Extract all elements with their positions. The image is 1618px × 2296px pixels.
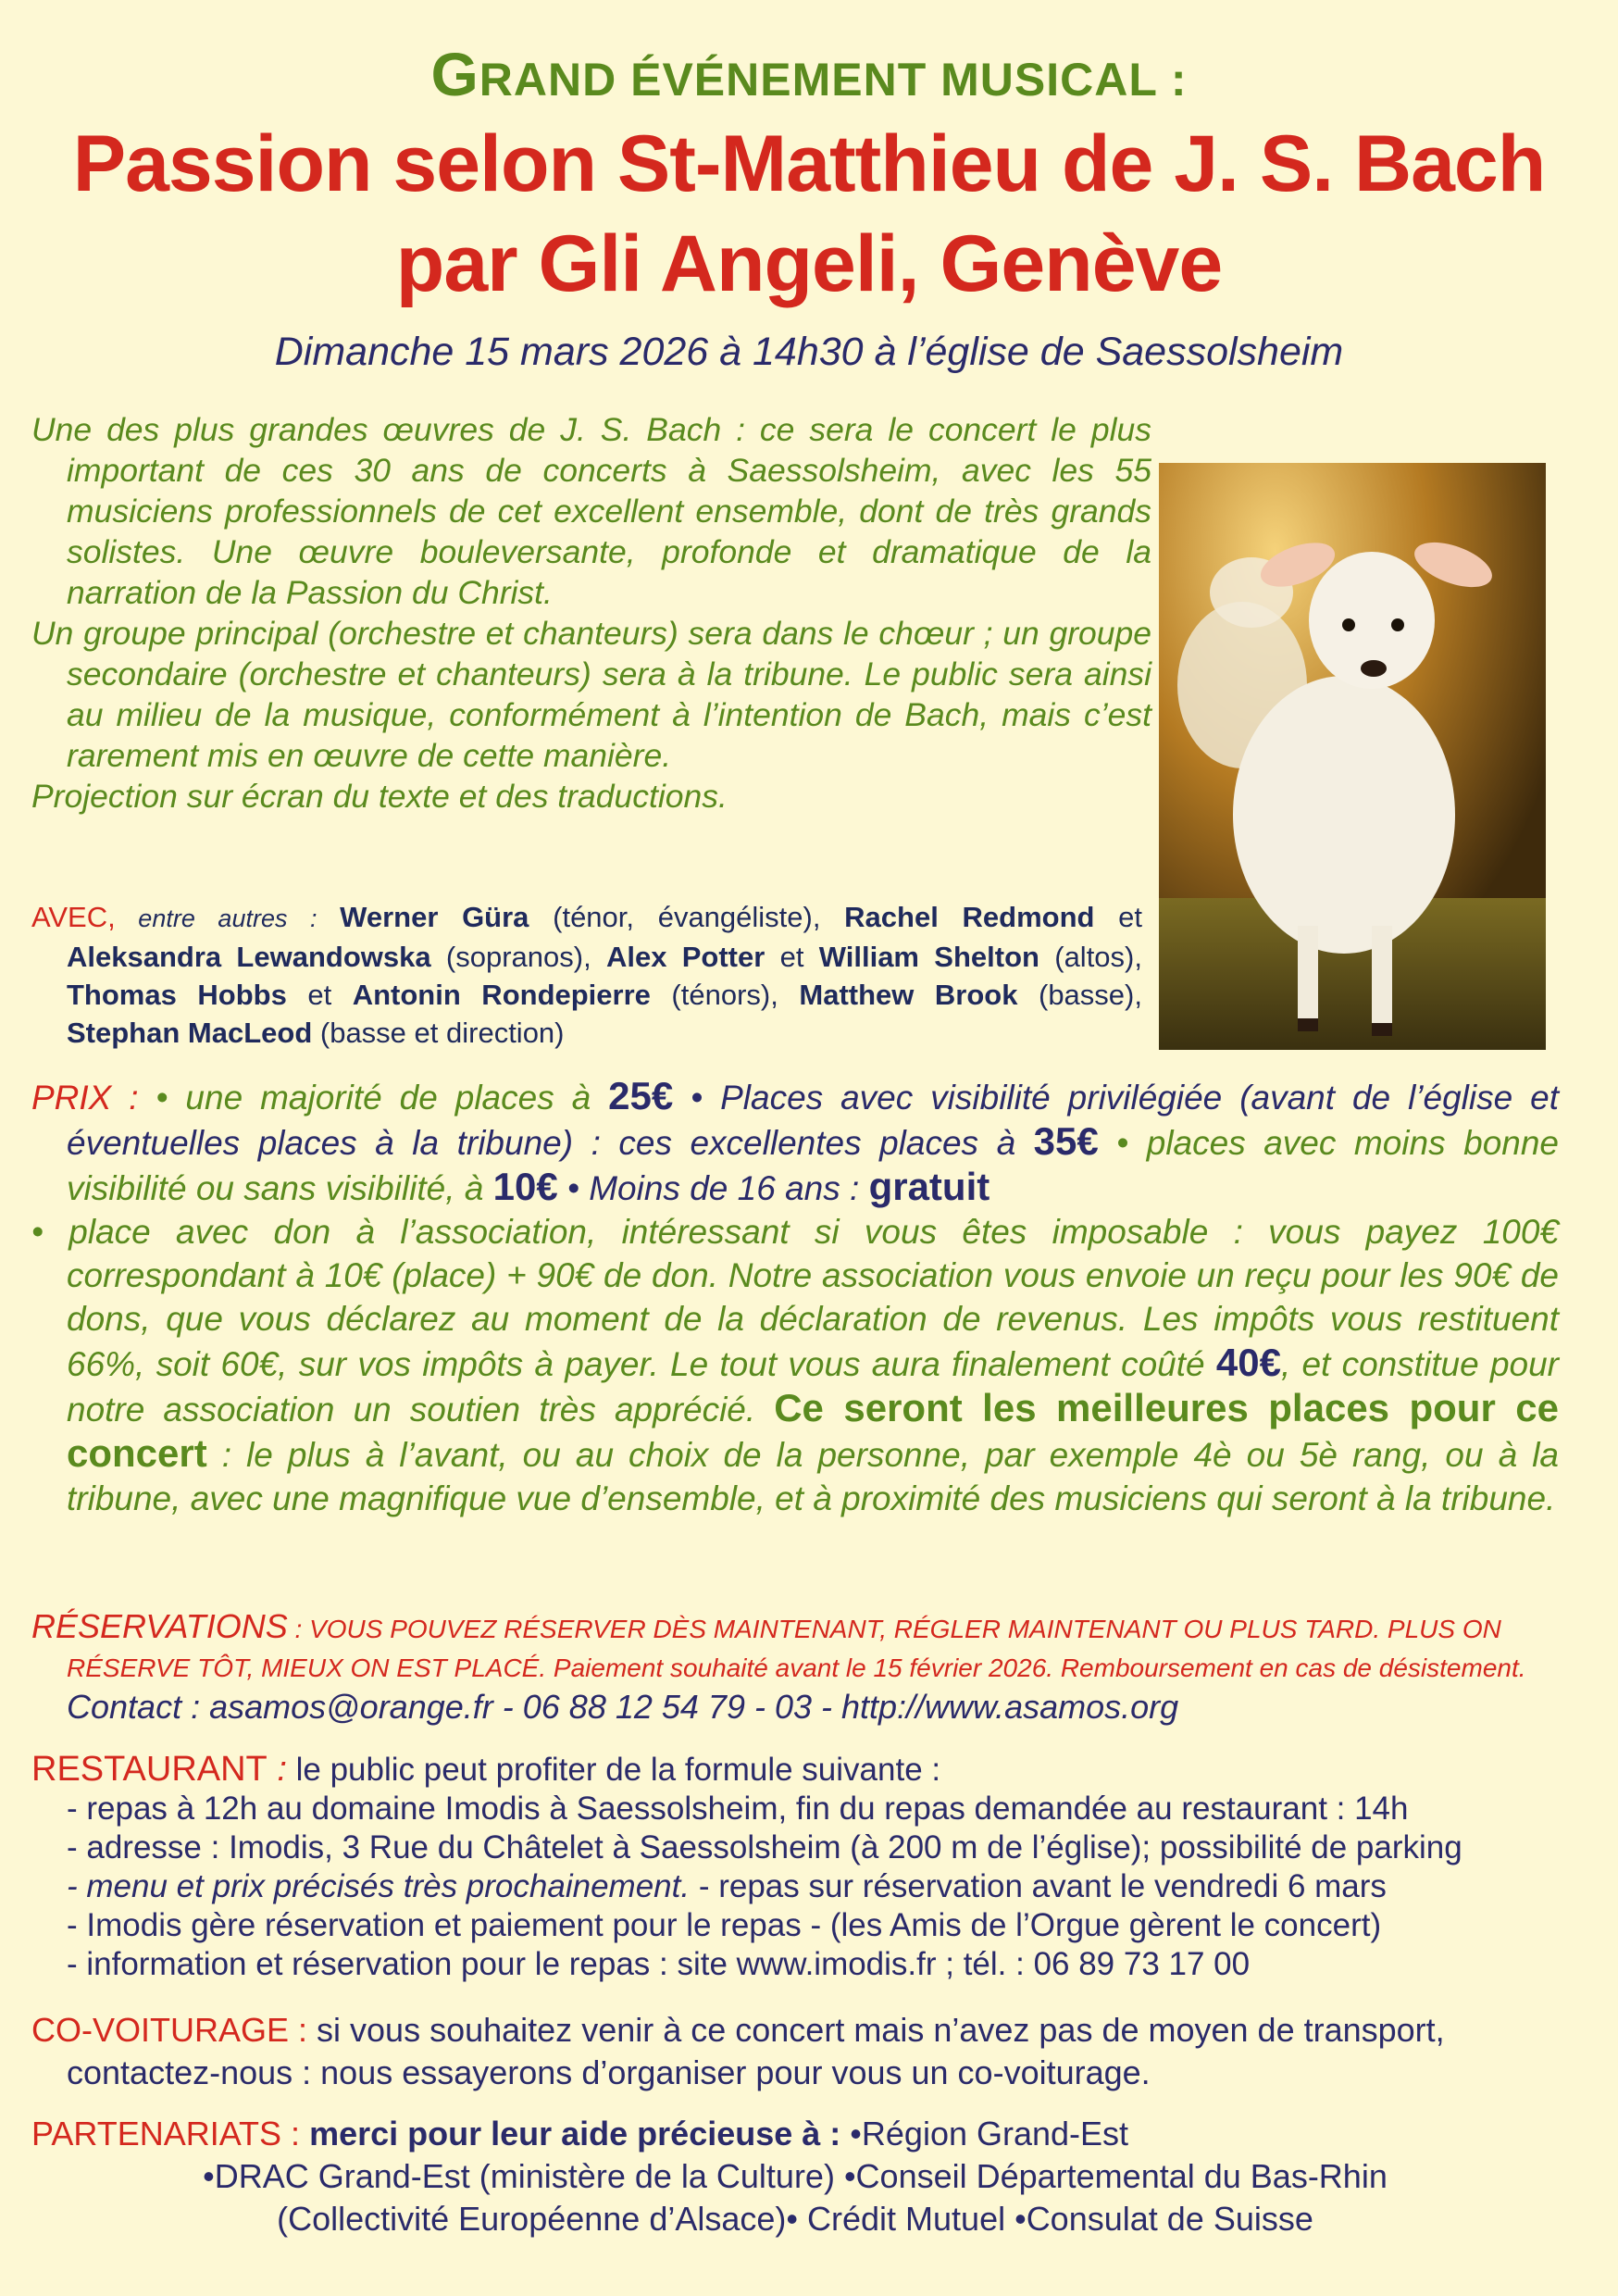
- list-item: - repas à 12h au domaine Imodis à Saessolsheim, fin du repas demandée au restaurant : 14h: [67, 1791, 1409, 1827]
- intro-paragraph: Projection sur écran du texte et des traductions.: [31, 778, 728, 815]
- event-kicker: GRAND ÉVÉNEMENT MUSICAL :: [430, 40, 1188, 108]
- prix-section: PRIX : • une majorité de places à 25€ • Places avec visibilité privilégiée (avant de l’église et éventuelles places à la tribune) : ces excellentes places à 35€ • places avec moins bonne visibilité ou sans visibilité, à 10€ • Moins de 16 ans : gratuit • place avec don à l’association, intéressant si vous êtes imposable : vous payez 100€ correspondant à 10€ (place) + 90€ de don. Notre association vous envoie un reçu pour les 90€ de dons, que vous déclarez au moment de la déclaration de revenus. Les impôts vous restituent 66%, soit 60€, sur vos impôts à payer. Le tout vous aura finalement coûté 40€, et constitue pour notre association un soutien très apprécié. Ce seront les meilleures places pour ce concert : le plus à l’avant, ou au choix de la personne, par exemple 4è ou 5è rang, ou à la tribune, avec une magnifique vue d’ensemble, et à proximité des musiciens qui seront à la tribune.: [31, 1074, 1559, 1517]
- restaurant-section: RESTAURANT : le public peut profiter de la formule suivante : - repas à 12h au domaine Imodis à Saessolsheim, fin du repas demandée au restaurant : 14h - adresse : Imodis, 3 Rue du Châtelet à Saessolsheim (à 200 m de l’église); possibilité de parking - menu et prix précisés très prochainement. - repas sur réservation avant le vendredi 6 mars - Imodis gère réservation et paiement pour le repas - (les Amis de l’Orgue gèrent le concert) - information et réservation pour le repas : site www.imodis.fr ; tél. : 06 89 73 17 00: [31, 1750, 1587, 1984]
- lambs-illustration: [1159, 463, 1546, 1050]
- contact-info: Contact : asamos@orange.fr - 06 88 12 54 79 - 03 - http://www.asamos.org: [67, 1688, 1179, 1726]
- title-line-2: par Gli Angeli, Genève: [395, 219, 1223, 308]
- list-item: - menu et prix précisés très prochainement. - repas sur réservation avant le vendredi 6 mars: [67, 1868, 1387, 1904]
- title-line-1: Passion selon St-Matthieu de J. S. Bach: [72, 119, 1546, 208]
- avec-section: AVEC, entre autres : Werner Güra (ténor, évangéliste), Rachel Redmond et Aleksandra Lewandowska (sopranos), Alex Potter et William Shelton (altos), Thomas Hobbs et Antonin Rondepierre (ténors), Matthew Brook (basse), Stephan MacLeod (basse et direction): [31, 901, 1143, 1049]
- restaurant-list: [31, 1790, 1587, 1984]
- reservations-section: RÉSERVATIONS : VOUS POUVEZ RÉSERVER DÈS MAINTENANT, RÉGLER MAINTENANT OU PLUS TARD. PLUS ON RÉSERVE TÔT, MIEUX ON EST PLACÉ. Paiement souhaité avant le 15 février 2026. Remboursement en cas de désistement. Contact : asamos@orange.fr - 06 88 12 54 79 - 03 - http://www.asamos.org: [31, 1607, 1526, 1726]
- intro-paragraph: Un groupe principal (orchestre et chanteurs) sera dans le chœur ; un groupe secondaire (orchestre et chanteurs) sera à la tribune. Le public sera ainsi au milieu de la musique, conformément à l’intention de Bach, mais c’est rarement mis en œuvre de cette manière.: [31, 615, 1151, 774]
- event-date: Dimanche 15 mars 2026 à 14h30 à l’église de Saessolsheim: [274, 330, 1344, 374]
- lambs-photo: [1159, 463, 1546, 1050]
- intro-paragraph: Une des plus grandes œuvres de J. S. Bach : ce sera le concert le plus important de ces 30 ans de concerts à Saessolsheim, avec les 55 musiciens professionnels de cet excellent ensemble, dont de très grands solistes. Une œuvre bouleversante, profonde et dramatique de la narration de la Passion du Christ.: [31, 411, 1151, 611]
- partenariats-section: PARTENARIATS : merci pour leur aide précieuse à : •Région Grand-Est •DRAC Grand-Est (ministère de la Culture) •Conseil Départemental du Bas-Rhin (Collectivité Européenne d’Alsace)• Crédit Mutuel •Consulat de Suisse: [31, 2115, 1388, 2238]
- list-item: - Imodis gère réservation et paiement pour le repas - (les Amis de l’Orgue gèrent le concert): [67, 1907, 1382, 1943]
- covoiturage-section: CO-VOITURAGE : si vous souhaitez venir à ce concert mais n’avez pas de moyen de transport, contactez-nous : nous essayerons d’organiser pour vous un co-voiturage.: [31, 2011, 1445, 2091]
- list-item: - adresse : Imodis, 3 Rue du Châtelet à Saessolsheim (à 200 m de l’église); possibilité de parking: [67, 1829, 1462, 1866]
- list-item: - information et réservation pour le repas : site www.imodis.fr ; tél. : 06 89 73 17 00: [67, 1946, 1251, 1982]
